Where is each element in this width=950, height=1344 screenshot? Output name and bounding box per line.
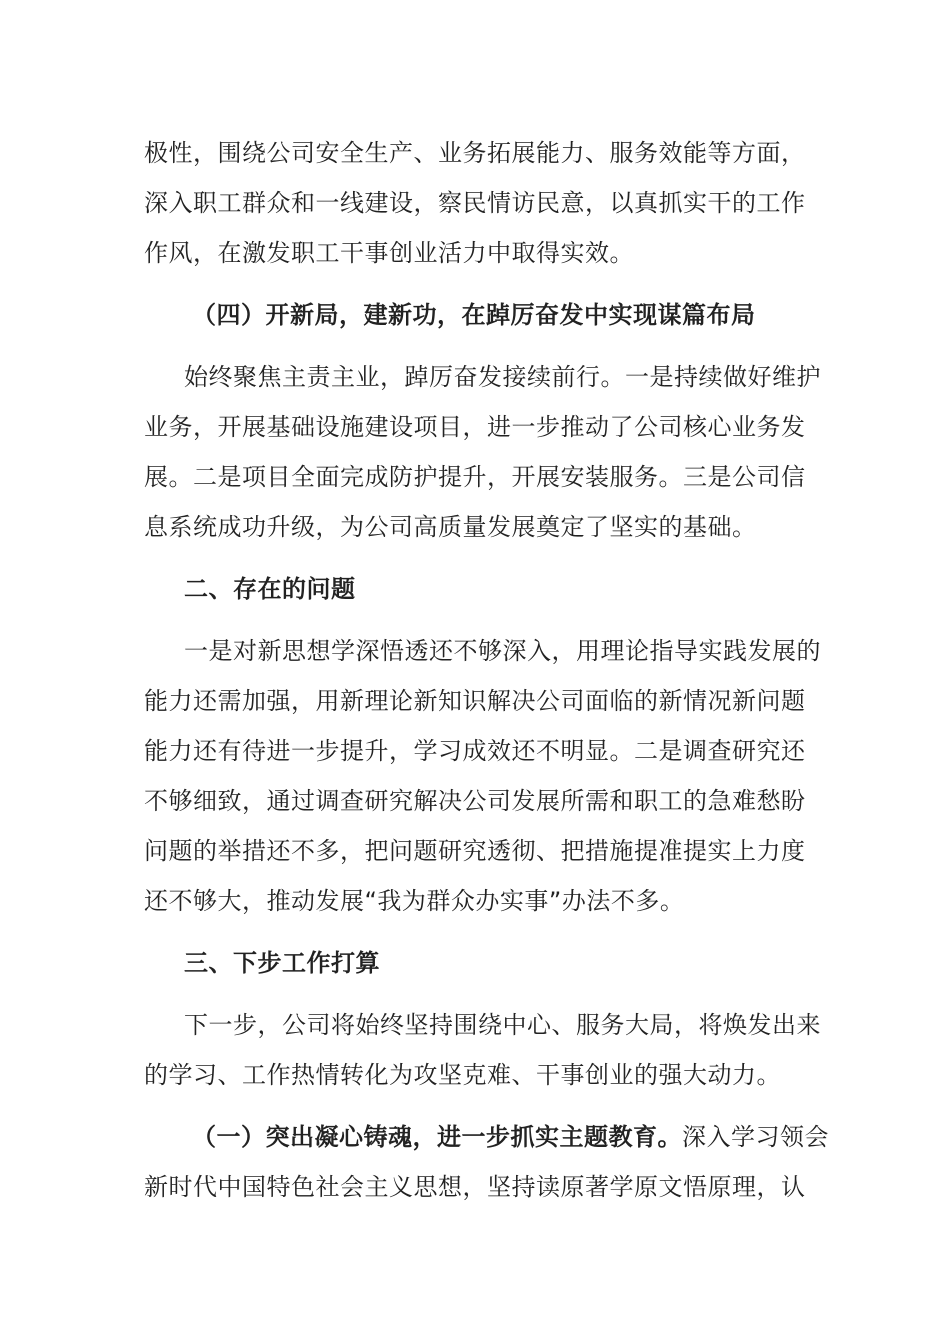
document-page [144, 128, 829, 1212]
text-line: 问题的举措还不多，把问题研究透彻、把措施提准提实上力度 [144, 837, 806, 865]
text-line: 下一步，公司将始终坚持围绕中心、服务大局，将焕发出来 [184, 1011, 821, 1039]
text-line: 息系统成功升级，为公司高质量发展奠定了坚实的基础。 [144, 513, 757, 541]
text-line: 能力还有待进一步提升，学习成效还不明显。二是调查研究还 [144, 737, 806, 765]
text-line: 极性，围绕公司安全生产、业务拓展能力、服务效能等方面， [144, 139, 806, 167]
paragraph-5 [144, 1112, 829, 1212]
text-line [144, 1112, 829, 1162]
paragraph-4 [144, 1000, 821, 1100]
section-heading-4: （四）开新局，建新功，在踔厉奋发中实现谋篇布局 [192, 301, 756, 329]
text-line: 不够细致，通过调查研究解决公司发展所需和职工的急难愁盼 [144, 787, 806, 815]
text-span: 深入学习领会 [682, 1123, 829, 1151]
paragraph-2 [144, 352, 821, 552]
text-line: 的学习、工作热情转化为攻坚克难、干事创业的强大动力。 [144, 1061, 781, 1089]
text-line: 业务，开展基础设施建设项目，进一步推动了公司核心业务发 [144, 413, 806, 441]
text-line: 始终聚焦主责主业，踔厉奋发接续前行。一是持续做好维护 [184, 363, 821, 391]
text-line: 能力还需加强，用新理论新知识解决公司面临的新情况新问题 [144, 687, 806, 715]
text-line: 展。二是项目全面完成防护提升，开展安装服务。三是公司信 [144, 463, 806, 491]
paragraph-1 [144, 128, 806, 278]
paragraph-3 [144, 626, 821, 926]
section-heading-2: 二、存在的问题 [184, 575, 356, 603]
subsection-heading-1: （一）突出凝心铸魂，进一步抓实主题教育。 [192, 1123, 682, 1151]
section-heading-3: 三、下步工作打算 [184, 949, 380, 977]
text-line: 还不够大，推动发展“我为群众办实事”办法不多。 [144, 887, 685, 915]
text-line: 作风，在激发职工干事创业活力中取得实效。 [144, 239, 634, 267]
text-line: 一是对新思想学深悟透还不够深入，用理论指导实践发展的 [184, 637, 821, 665]
text-line: 深入职工群众和一线建设，察民情访民意，以真抓实干的工作 [144, 189, 806, 217]
text-line: 新时代中国特色社会主义思想，坚持读原著学原文悟原理，认 [144, 1173, 806, 1201]
